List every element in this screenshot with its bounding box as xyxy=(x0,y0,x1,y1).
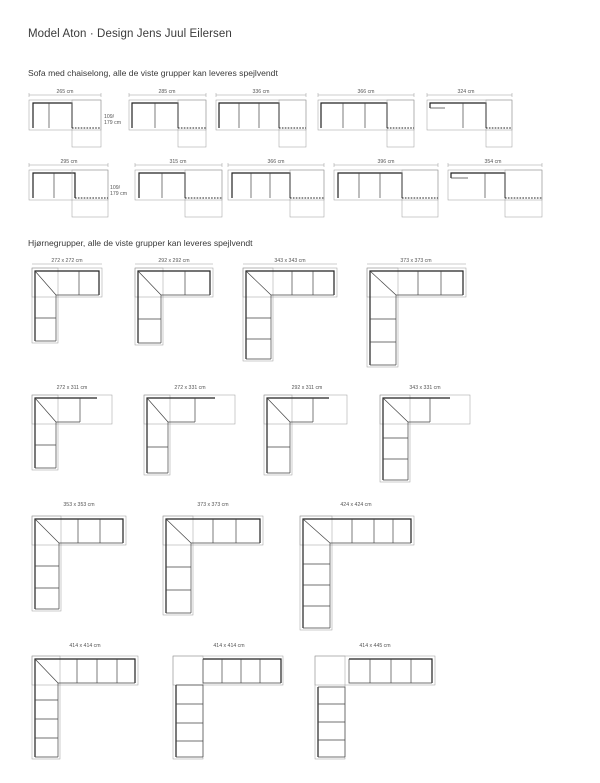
dimension-label: 396 cm xyxy=(377,159,395,165)
dimension-label: 336 cm xyxy=(252,89,270,95)
corner-sofa-diagram xyxy=(315,656,435,759)
dimension-label: 373 x 373 cm xyxy=(197,502,229,508)
dimension-label: 366 cm xyxy=(267,159,285,165)
chaise-sofa-diagram xyxy=(228,163,324,217)
dimension-label: 343 x 343 cm xyxy=(274,258,306,264)
dimension-label: 414 x 414 cm xyxy=(69,643,101,649)
corner-sofa-diagram xyxy=(380,395,470,482)
chaise-sofa-diagram xyxy=(334,163,438,217)
chaise-sofa-diagram xyxy=(448,163,542,217)
chaise-sofa-diagram xyxy=(427,93,512,147)
chaise-sofa-diagram xyxy=(318,93,414,147)
dimension-label: 272 x 272 cm xyxy=(51,258,83,264)
chaise-sofa-diagram xyxy=(135,163,222,217)
corner-sofa-diagram xyxy=(173,656,283,759)
dimension-label: 343 x 331 cm xyxy=(409,385,441,391)
depth-label-line2: 179 cm xyxy=(104,120,122,126)
dimension-label: 324 cm xyxy=(457,89,475,95)
chaise-sofa-diagram xyxy=(129,93,206,147)
dimension-label: 414 x 445 cm xyxy=(359,643,391,649)
page-title: Model Aton · Design Jens Juul Eilersen xyxy=(28,28,232,40)
corner-sofa-diagram xyxy=(32,516,126,611)
dimension-label: 272 x 331 cm xyxy=(174,385,206,391)
corner-sofa-diagram xyxy=(243,264,337,361)
corner-sofa-diagram xyxy=(163,516,263,615)
chaise-sofa-diagram xyxy=(216,93,306,147)
dimension-label: 354 cm xyxy=(484,159,502,165)
corner-sofa-diagram xyxy=(300,516,414,630)
dimension-label: 373 x 373 cm xyxy=(400,258,432,264)
dimension-label: 414 x 414 cm xyxy=(213,643,245,649)
dimension-label: 265 cm xyxy=(56,89,74,95)
corner-sofa-diagram xyxy=(367,264,466,367)
chaise-sofa-diagram xyxy=(29,163,108,217)
dimension-label: 272 x 311 cm xyxy=(56,385,88,391)
chaise-sofa-diagram xyxy=(29,93,101,147)
corner-sofa-diagram xyxy=(32,264,102,343)
dimension-label: 366 cm xyxy=(357,89,375,95)
section-heading-chaiselong: Sofa med chaiselong, alle de viste grupper kan leveres spejlvendt xyxy=(28,68,278,78)
depth-label-line1: 109/ xyxy=(110,185,121,191)
corner-sofa-diagram xyxy=(135,264,213,345)
depth-label-line2: 179 cm xyxy=(110,191,128,197)
dimension-label: 285 cm xyxy=(158,89,176,95)
corner-sofa-diagram xyxy=(144,395,235,475)
dimension-label: 353 x 353 cm xyxy=(63,502,95,508)
dimension-label: 424 x 424 cm xyxy=(340,502,372,508)
corner-sofa-diagram xyxy=(32,656,138,759)
depth-label-line1: 109/ xyxy=(104,114,115,120)
dimension-label: 292 x 311 cm xyxy=(291,385,323,391)
dimension-label: 295 cm xyxy=(60,159,78,165)
dimension-label: 315 cm xyxy=(169,159,187,165)
corner-sofa-diagram xyxy=(264,395,347,475)
corner-sofa-diagram xyxy=(32,395,112,470)
dimension-label: 292 x 292 cm xyxy=(158,258,190,264)
section-heading-corner-groups: Hjørnegrupper, alle de viste grupper kan leveres spejlvendt xyxy=(28,238,253,248)
